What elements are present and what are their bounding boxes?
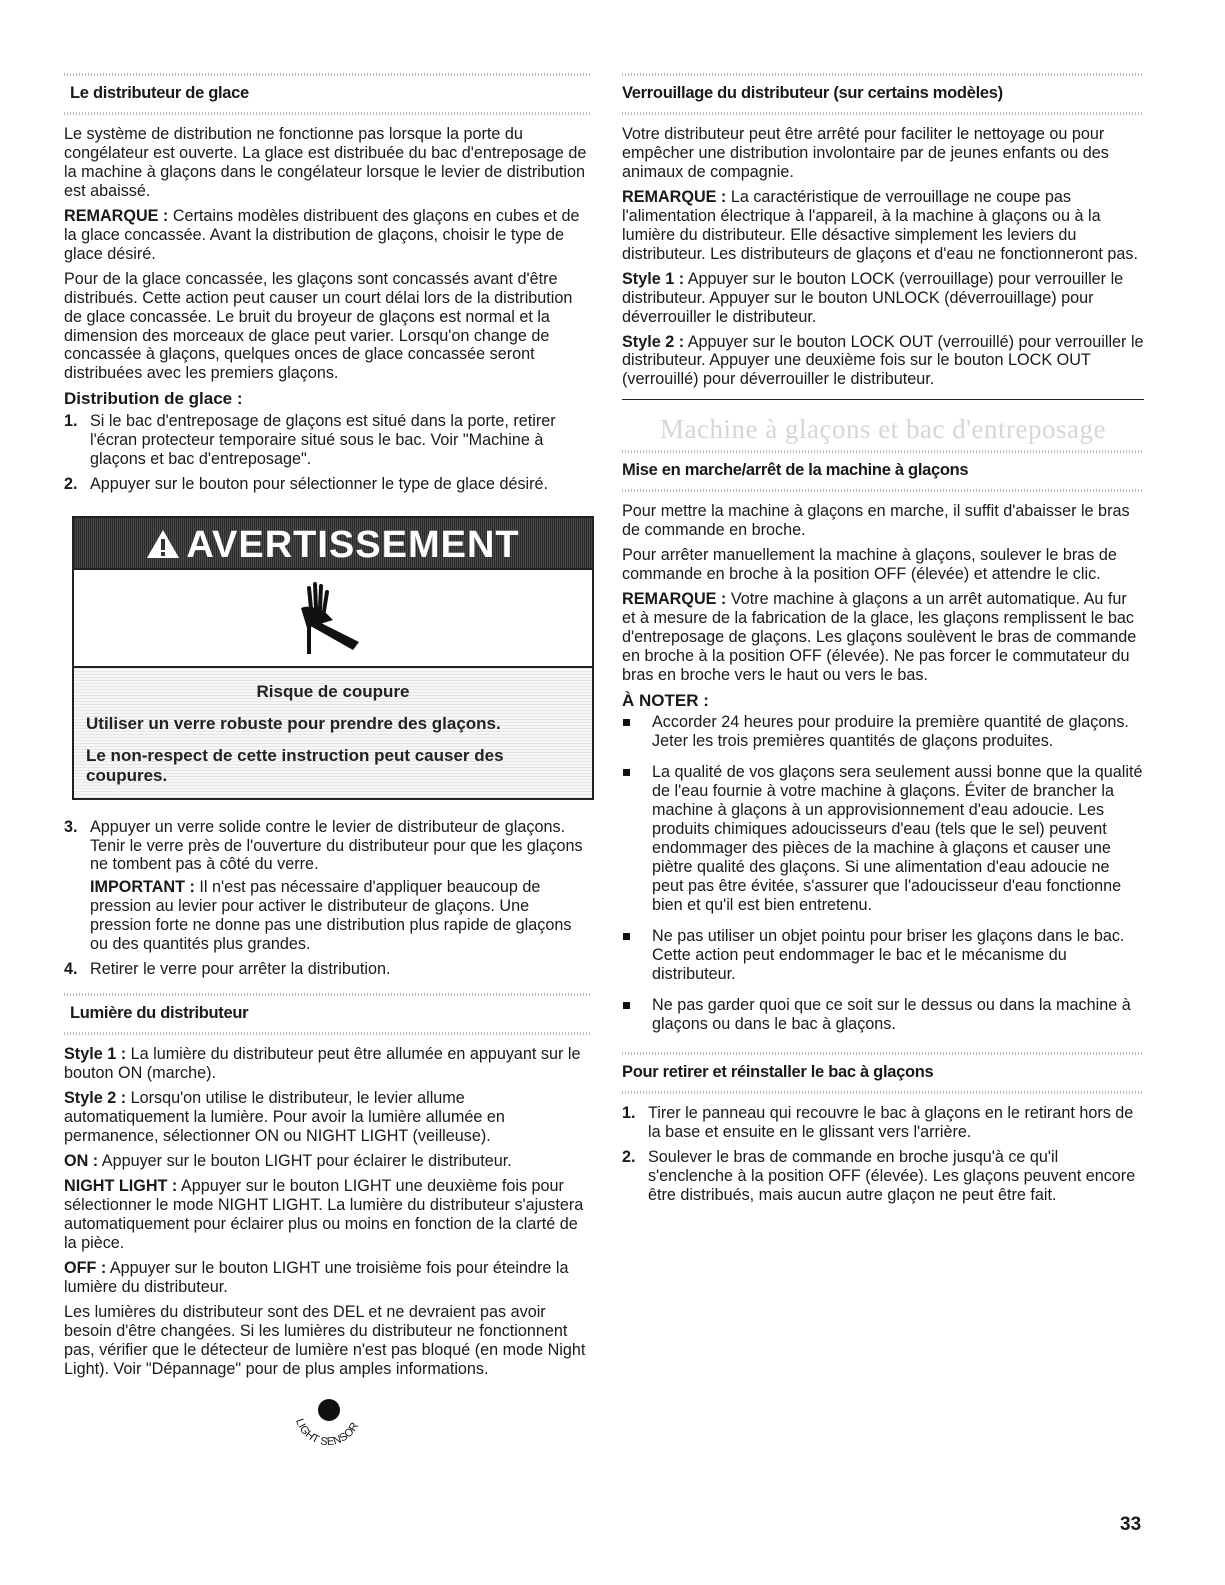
step-text: Appuyer un verre solide contre le levier de distributeur de glaçons. Tenir le verre près de l'ouverture du distributeur pour que les glaçons ne tombent pas à côté du verre. [90,817,583,874]
right-column [622,73,1144,1210]
style-text: La lumière du distributeur peut être allumée en appuyant sur le bouton ON (marche). [64,1045,581,1083]
style-label: Style 2 : [64,1089,127,1108]
style-label: Style 2 : [622,332,685,351]
left-column [64,73,592,1384]
section-title: Machine à glaçons et bac d'entreposage [660,414,1106,445]
important-paragraph [90,878,592,954]
style1-paragraph [64,1045,592,1083]
subheading: Distribution de glace : [64,389,243,409]
subheading: À NOTER : [622,690,709,710]
note-text: Certains modèles distribuent des glaçons en cubes et de la glace concassée. Avant la distribution de glaçons, choisir le type de glace désiré. [64,206,580,263]
off-label: OFF : [64,1258,107,1277]
step-item [64,475,592,494]
style-label: Style 1 : [622,269,685,288]
off-paragraph [64,1259,592,1297]
note-paragraph [622,590,1144,685]
note-label: REMARQUE : [622,589,727,608]
on-paragraph [64,1152,592,1171]
warning-title: AVERTISSEMENT [186,524,520,567]
important-text: Il n'est pas nécessaire d'appliquer beaucoup de pression au levier pour activer le distributeur de glaçons. Une pression forte ne donne pas une distribution plus rapide de glaçons ou des quantités plus grandes. [90,878,572,954]
warning-banner [74,518,592,570]
section-header-ice-dispenser [64,73,592,115]
warning-message [74,668,592,798]
step-text: Soulever le bras de commande en broche jusqu'à ce qu'il s'enclenche à la position OFF (élevée). Les glaçons peuvent encore être distribués, mais aucun autre glaçon ne peut être fait. [648,1147,1136,1204]
important-label: IMPORTANT : [90,878,195,897]
paragraph: Pour de la glace concassée, les glaçons sont concassés avant d'être distribués. Cette action peut causer un court délai lors de la distribution de glace concassée. Le bruit du broyeur de glaçons est normal et la dimension des morceaux de glace peut varier. Lorsqu'on change de concassée à glaçons, quelques onces de glace concassée seront distribuées avec les premiers glaçons. [64,269,573,383]
step-item [64,818,592,955]
paragraph: Pour mettre la machine à glaçons en marche, il suffit d'abaisser le bras de commande en broche. [622,501,1130,539]
on-text: Appuyer sur le bouton LIGHT pour éclairer le distributeur. [98,1151,512,1170]
hazard-label: Risque de coupure [256,682,410,702]
step-item [64,960,592,979]
style-text: Appuyer sur le bouton LOCK (verrouillage) pour verrouiller le distributeur. Appuyer sur le bouton UNLOCK (déverrouillage) pour déverrouiller le distributeur. [622,269,1124,326]
paragraph: Les lumières du distributeur sont des DEL et ne devraient pas avoir besoin d'être changées. Si les lumières du distributeur ne fonctionnent pas, vérifier que le détecteur de lumière n'est pas bloqué (en mode Night Light). Voir "Dépannage" pour de plus amples informations. [64,1302,586,1378]
off-text: Appuyer sur le bouton LIGHT une troisième fois pour éteindre la lumière du distributeur. [64,1258,569,1296]
note-paragraph [64,207,592,264]
header-text: Le distributeur de glace [70,84,249,102]
header-text: Lumière du distributeur [70,1004,249,1023]
steps-list [64,412,592,494]
style2-paragraph [64,1089,592,1146]
step-number: 3. [64,817,78,836]
list-item: Accorder 24 heures pour produire la première quantité de glaçons. Jeter les trois premières quantités de glaçons produites. [622,713,1144,751]
list-item: Ne pas garder quoi que ce soit sur le dessus ou dans la machine à glaçons ou dans le bac à glaçons. [622,996,1144,1034]
list-item: Ne pas utiliser un objet pointu pour briser les glaçons dans le bac. Cette action peut endommager le bac et le mécanisme du distributeur. [622,927,1144,984]
light-sensor-icon [285,1398,385,1454]
steps-list [64,818,592,980]
header-text: Pour retirer et réinstaller le bac à glaçons [622,1062,934,1081]
night-light-paragraph [64,1177,592,1253]
steps-list [622,1104,1144,1205]
style2-paragraph [622,333,1144,390]
style-text: Appuyer sur le bouton LOCK OUT (verrouillé) pour verrouiller le distributeur. Appuyer une deuxième fois sur le bouton LOCK OUT (verrouillé) pour déverrouiller le distributeur. [622,332,1144,389]
list-item: La qualité de vos glaçons sera seulement aussi bonne que la qualité de l'eau fournie à votre machine à glaçons. Éviter de brancher la machine à glaçons à un approvisionnement d'eau adoucie. Les produits chimiques adoucisseurs d'eau (tels que le sel) peuvent endommager des pièces de la machine à glaçons et causer une piètre qualité des glaçons. Si une alimentation d'eau adoucie ne peut pas être évitée, s'assurer que l'adoucisseur d'eau fonctionne bien et qu'il est bien entretenu. [622,763,1144,915]
note-label: REMARQUE : [622,187,727,206]
paragraph: Pour arrêter manuellement la machine à glaçons, soulever le bras de commande en broche à la position OFF (élevée) et attendre le clic. [622,545,1117,583]
section-header-remove-bin [622,1052,1144,1094]
notes-list [622,713,1144,1033]
note-text: Votre machine à glaçons a un arrêt automatique. Au fur et à mesure de la fabrication de la glace, les glaçons remplissent le bac d'entreposage de glaçons. Les glaçons soulèvent le bras de commande en broche à la position OFF (élevée). Ne pas forcer le commutateur du bras en broche vers le haut ou vers le bas. [622,589,1137,684]
note-paragraph [622,188,1144,264]
section-header-lock [622,73,1144,115]
step-number: 1. [622,1103,636,1122]
warning-box [72,516,594,800]
divider [622,399,1144,400]
header-text: Mise en marche/arrêt de la machine à glaçons [622,460,969,479]
note-label: REMARQUE : [64,206,169,225]
warning-instruction: Utiliser un verre robuste pour prendre des glaçons. [86,713,501,733]
step-item [622,1148,1144,1205]
step-text: Si le bac d'entreposage de glaçons est situé dans la porte, retirer l'écran protecteur temporaire situé sous le bac. Voir "Machine à glaçons et bac d'entreposage". [90,412,556,469]
style-text: Lorsqu'on utilise le distributeur, le levier allume automatiquement la lumière. Pour avoir la lumière allumée en permanence, sélectionner ON ou NIGHT LIGHT (veilleuse). [64,1089,505,1146]
step-number: 2. [622,1147,636,1166]
style1-paragraph [622,270,1144,327]
on-label: ON : [64,1151,99,1170]
warning-pictogram [74,570,592,668]
step-item [622,1104,1144,1142]
header-text: Verrouillage du distributeur (sur certains modèles) [622,84,1003,102]
warning-triangle-icon [146,525,180,569]
style-label: Style 1 : [64,1045,127,1064]
page-number: 33 [1120,1514,1142,1535]
step-number: 4. [64,960,78,979]
step-text: Appuyer sur le bouton pour sélectionner le type de glace désiré. [90,475,549,494]
night-light-text: Appuyer sur le bouton LIGHT une deuxième fois pour sélectionner le mode NIGHT LIGHT. La lumière du distributeur s'ajustera automatiquement pour éclairer plus ou moins en fonction de la clarté de la pièce. [64,1176,584,1252]
paragraph: Votre distributeur peut être arrêté pour faciliter le nettoyage ou pour empêcher une distribution involontaire par de jeunes enfants ou des animaux de compagnie. [622,125,1109,181]
section-header-onoff [622,450,1144,492]
step-number: 1. [64,412,78,431]
step-text: Tirer le panneau qui recouvre le bac à glaçons en le retirant hors de la base et ensuite en le glissant vers l'arrière. [648,1103,1134,1141]
step-item [64,412,592,469]
section-header-light [64,993,592,1035]
cut-hand-icon [289,578,369,660]
paragraph: Le système de distribution ne fonctionne pas lorsque la porte du congélateur est ouverte. La glace est distribuée du bac d'entreposage de la machine à glaçons dans le congélateur lorsque le levier de distribution est abaissé. [64,125,587,200]
step-text: Retirer le verre pour arrêter la distribution. [90,960,391,979]
step-number: 2. [64,475,78,494]
note-text: La caractéristique de verrouillage ne coupe pas l'alimentation électrique à l'appareil, à la machine à glaçons ou à la lumière du distributeur. Elle désactive simplement les leviers du distributeur. Les distributeurs de glaçons et d'eau ne fonctionneront pas. [622,187,1139,263]
night-light-label: NIGHT LIGHT : [64,1176,178,1195]
svg-text:LIGHT SENSOR: LIGHT SENSOR [293,1417,362,1449]
warning-consequence: Le non-respect de cette instruction peut causer des coupures. [86,745,504,785]
